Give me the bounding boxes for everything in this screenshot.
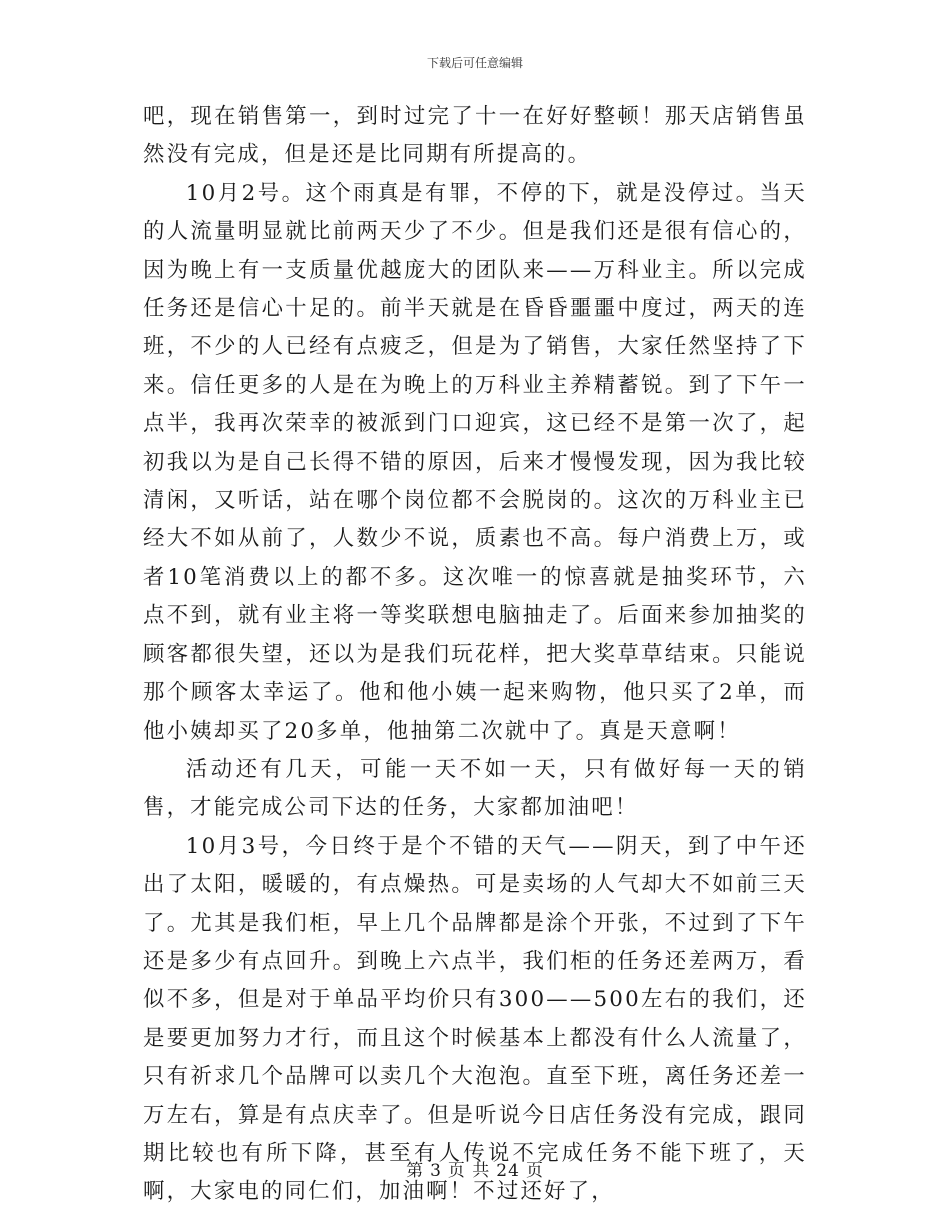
paragraph-oct-3: 10月3号，今日终于是个不错的天气——阴天，到了中午还出了太阳，暖暖的，有点燥热。可是卖场的人气却大不如前三天了。尤其是我们柜，早上几个品牌都是涂个开张，不过到了下午还是多少有点回升。到晚上六点半，我们柜的任务还差两万，看似不多，但是对于单品平均价只有300——500左右的我们，还是要更加努力才行，而且这个时候基本上都没有什么人流量了，只有祈求几个品牌可以卖几个大泡泡。直至下班，离任务还差一万左右，算是有点庆幸了。但是听说今日店任务没有完成，跟同期比较也有所下降，甚至有人传说不完成任务不能下班了，天啊，大家电的同仁们，加油啊！不过还好了， (143, 833, 807, 1205)
footer-prefix: 第 (406, 1161, 425, 1181)
page-footer (0, 1156, 950, 1181)
footer-suffix: 页 (525, 1161, 544, 1181)
paragraph-oct-2: 10月2号。这个雨真是有罪，不停的下，就是没停过。当天的人流量明显就比前两天少了不少。但是我们还是很有信心的，因为晚上有一支质量优越庞大的团队来——万科业主。所以完成任务还是信心十足的。前半天就是在昏昏噩噩中度过，两天的连班，不少的人已经有点疲乏，但是为了销售，大家任然坚持了下来。信任更多的人是在为晚上的万科业主养精蓄锐。到了下午一点半，我再次荣幸的被派到门口迎宾，这已经不是第一次了，起初我以为是自己长得不错的原因，后来才慢慢发现，因为我比较清闲，又听话，站在哪个岗位都不会脱岗的。这次的万科业主已经大不如从前了，人数少不说，质素也不高。每户消费上万，或者10笔消费以上的都不多。这次唯一的惊喜就是抽奖环节，六点不到，就有业主将一等奖联想电脑抽走了。后面来参加抽奖的顾客都很失望，还以为是我们玩花样，把大奖草草结束。只能说那个顾客太幸运了。他和他小姨一起来购物，他只买了2单，而他小姨却买了20多单，他抽第二次就中了。真是天意啊！ (143, 180, 807, 744)
paragraph-continuation: 吧，现在销售第一，到时过完了十一在好好整顿！那天店销售虽然没有完成，但是还是比同期有所提高的。 (143, 104, 807, 168)
footer-page-number: 3 (430, 1161, 442, 1181)
page-header-note: 下载后可任意编辑 (426, 56, 523, 70)
footer-total-pages: 24 (496, 1161, 520, 1181)
footer-middle: 页 共 (447, 1161, 491, 1181)
document-body (143, 98, 807, 1212)
paragraph-encouragement: 活动还有几天，可能一天不如一天，只有做好每一天的销售，才能完成公司下达的任务，大家都加油吧！ (143, 756, 807, 821)
